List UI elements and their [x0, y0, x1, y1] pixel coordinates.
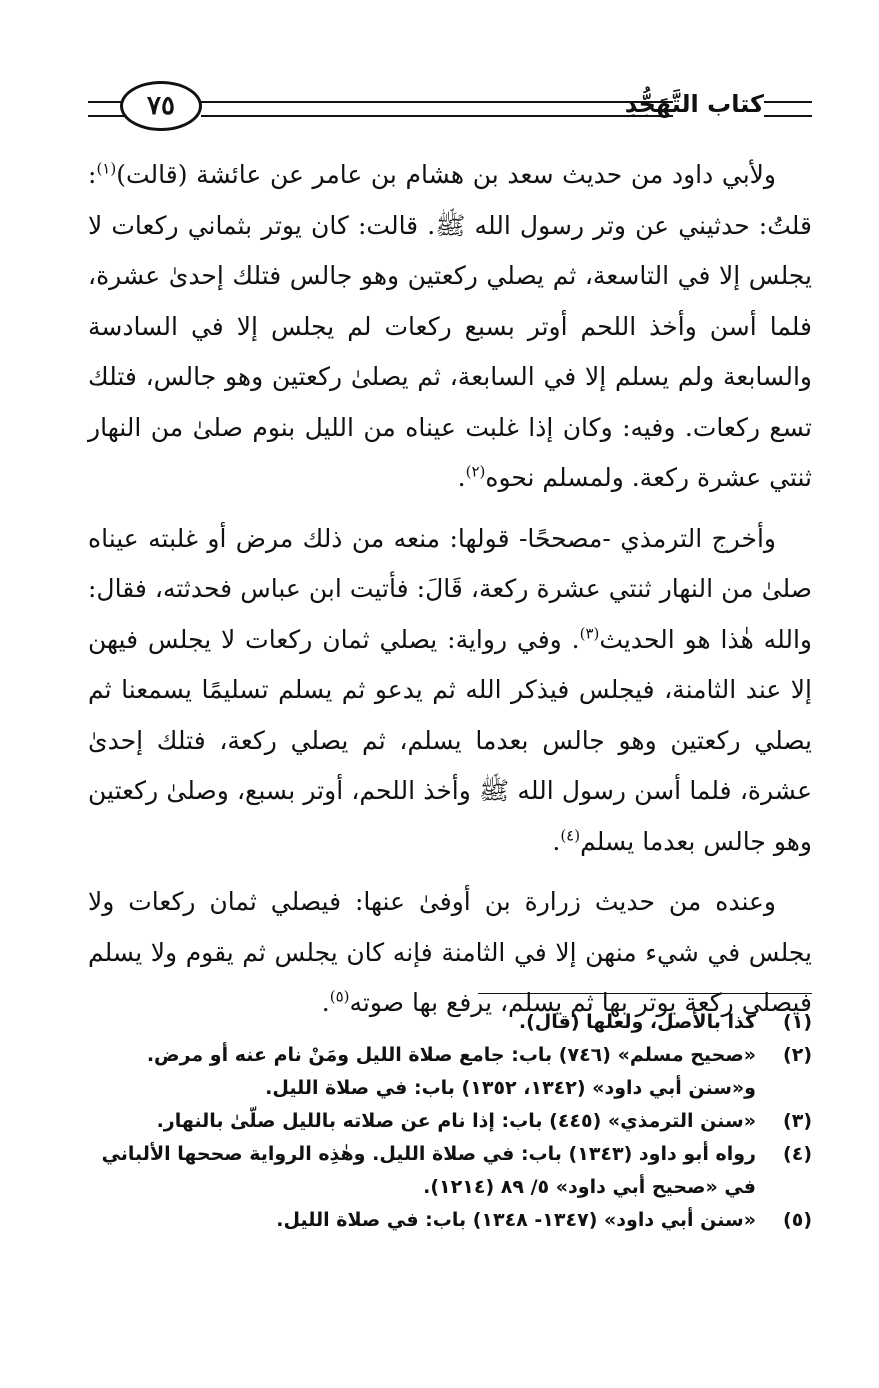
- body-paragraph: [88, 150, 812, 504]
- footnote-item: [80, 1039, 812, 1105]
- footnote-reference[interactable]: (٤): [560, 826, 581, 845]
- footnote-text: رواه أبو داود (١٣٤٣) باب: في صلاة الليل. وهٰذِه الرواية صححها الألباني في «صحيح أبي داود» ٥/ ٨٩ (١٢١٤).: [101, 1143, 756, 1198]
- footnotes: [80, 1006, 812, 1237]
- footnote-item: [80, 1138, 812, 1204]
- paragraph-text: .: [552, 826, 561, 856]
- footnote-number: (٢): [783, 1044, 812, 1066]
- footnote-reference[interactable]: (٣): [579, 624, 600, 643]
- footnote-number: (٤): [783, 1143, 812, 1165]
- footnote-text: «سنن الترمذي» (٤٤٥) باب: إذا نام عن صلاته بالليل صلّىٰ بالنهار.: [156, 1110, 756, 1132]
- header-rule-middle: [201, 101, 673, 117]
- paragraph-text: . وفي رواية: يصلي ثمان ركعات لا يجلس فيهن إلا عند الثامنة، فيجلس فيذكر الله ثم يدعو ثم يسلم تسليمًا يسمعنا ثم يصلي ركعتين وهو جالس بعدما يسلم، ثم يصلي ركعة، فتلك إحدىٰ عشرة، فلما أسن رسول الله ﷺ وأخذ اللحم، أوتر بسبع، وصلىٰ ركعتين وهو جالس بعدما يسلم: [88, 624, 812, 856]
- footnote-text: «صحيح مسلم» (٧٤٦) باب: جامع صلاة الليل ومَنْ نام عنه أو مرض. و«سنن أبي داود» (١٣٤٢، ١٣٥٢) باب: في صلاة الليل.: [146, 1044, 756, 1099]
- footnote-text: كذا بالأصل، ولعلها (قال).: [518, 1011, 756, 1033]
- header-rule-right: [764, 101, 812, 117]
- page-number: ٧٥: [147, 91, 175, 121]
- footnote-number: (٥): [783, 1209, 812, 1231]
- body-paragraph: [88, 514, 812, 868]
- paragraph-text: وأخرج الترمذي -مصححًا- قولها: منعه من ذلك مرض أو غلبته عيناه صلىٰ من النهار ثنتي عشرة ركعة، قَالَ: فأتيت ابن عباس فحدثته، فقال: والله هٰذا هو الحديث: [88, 523, 813, 654]
- paragraph-text: .: [457, 463, 466, 492]
- footnote-item: [80, 1006, 812, 1039]
- footnote-separator: [478, 993, 812, 994]
- footnote-number: (١): [783, 1011, 812, 1033]
- footnote-item: [80, 1105, 812, 1138]
- footnote-number: (٣): [783, 1110, 812, 1132]
- footnote-text: «سنن أبي داود» (١٣٤٧- ١٣٤٨) باب: في صلاة الليل.: [276, 1209, 756, 1231]
- page-number-badge: [120, 81, 202, 131]
- paragraph-text: : قلتُ: حدثيني عن وتر رسول الله ﷺ. قالت: كان يوتر بثماني ركعات لا يجلس إلا في التاسعة، ثم يصلي ركعتين وهو جالس فتلك إحدىٰ عشرة، فلما أسن وأخذ اللحم أوتر بسبع ركعات لم يجلس إلا في السادسة والسابعة ولم يسلم إلا في السابعة، ثم يصلىٰ ركعتين وهو جالس، فتلك تسع ركعات. وفيه: وكان إذا غلبت عيناه من الليل بنوم صلىٰ من النهار ثنتي عشرة ركعة. ولمسلم نحوه: [88, 160, 812, 492]
- footnote-reference[interactable]: (٢): [465, 462, 486, 481]
- paragraph-text: ولأبي داود من حديث سعد بن هشام بن عامر عن عائشة (قالت): [116, 160, 776, 189]
- page-header: [88, 78, 812, 140]
- main-text: [88, 150, 812, 1039]
- footnote-item: [80, 1204, 812, 1237]
- footnote-reference[interactable]: (٥): [329, 987, 350, 1006]
- footnote-reference[interactable]: (١): [96, 159, 117, 178]
- paragraph-text: وعنده من حديث زرارة بن أوفىٰ عنها: فيصلي ثمان ركعات ولا يجلس في شيء منهن إلا في الثامنة فإنه كان يجلس ثم يقوم ولا يسلم فيصلي ركعة يوتر بها ثم يسلم، يرفع بها صوته: [88, 887, 812, 1017]
- paragraph-text: .: [321, 988, 330, 1017]
- running-title: كتاب التَّهَجُّدِ: [624, 90, 764, 118]
